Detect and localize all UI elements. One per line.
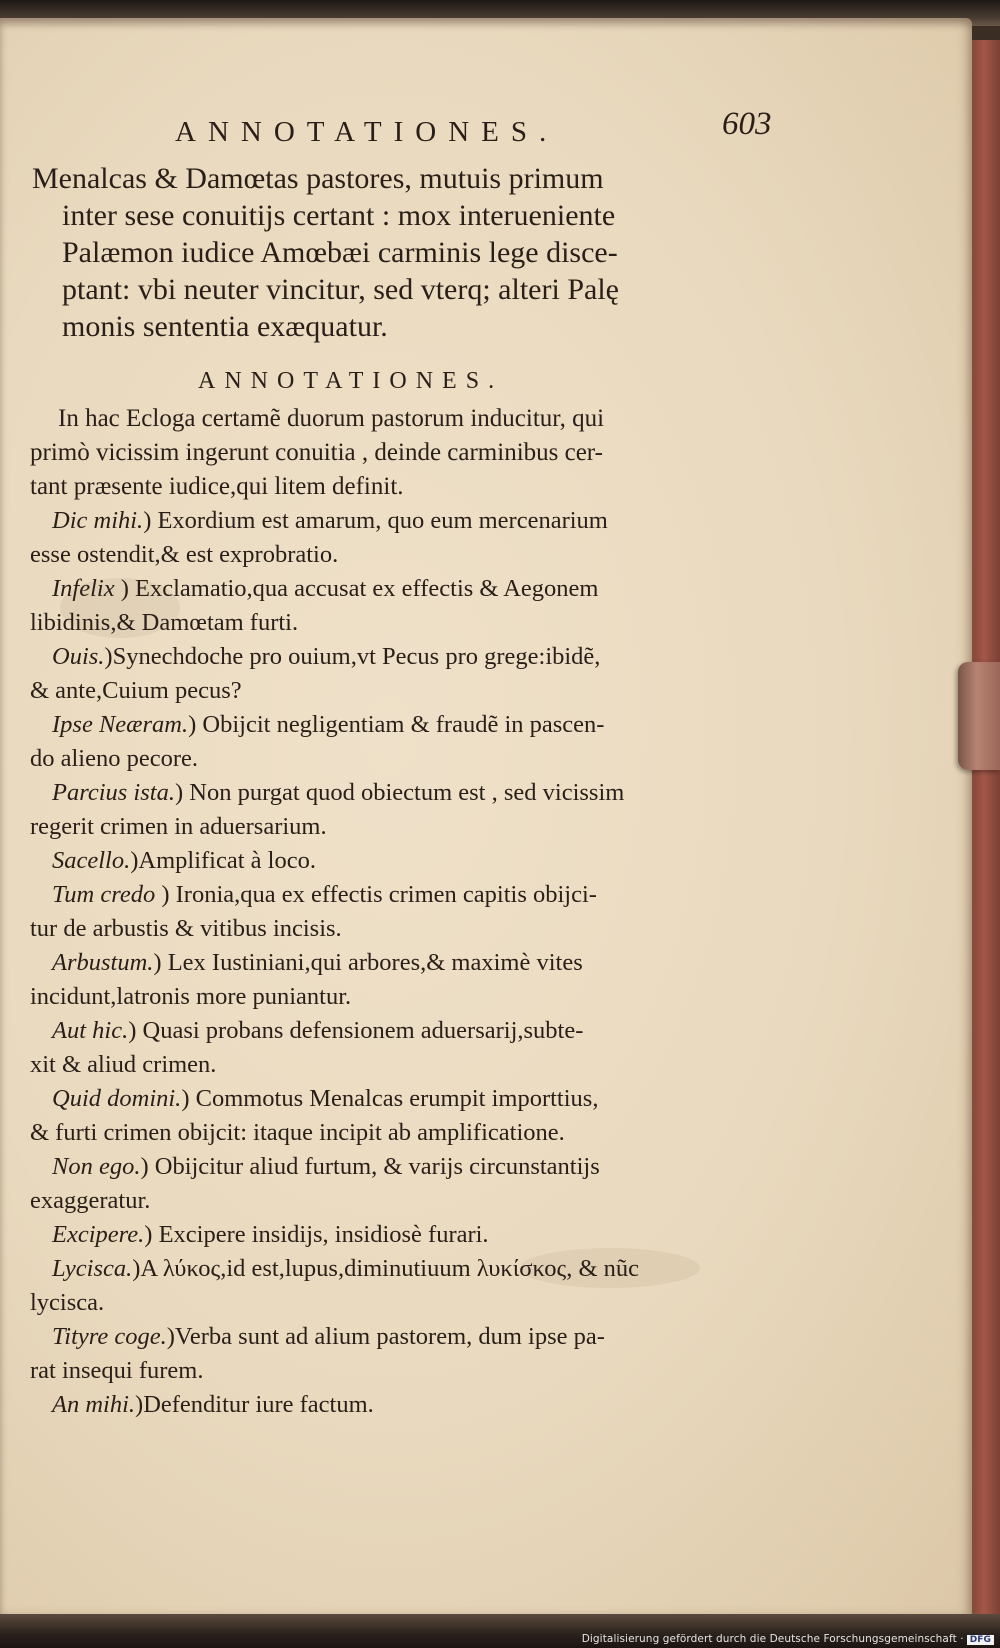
annotation-continuation-line: & furti crimen obijcit: itaque incipit ab amplificatione. <box>30 1119 565 1146</box>
annotation-item <box>30 572 780 640</box>
annotation-item <box>30 1320 780 1388</box>
annotation-first-line <box>30 708 780 742</box>
annotation-lemma: Infelix <box>52 575 115 602</box>
annotation-continuation-line: xit & aliud crimen. <box>30 1051 217 1078</box>
annotation-lemma: Excipere. <box>52 1221 145 1248</box>
annotation-continuation-line: incidunt,latronis more puniantur. <box>30 983 352 1010</box>
annotation-text: ) Lex Iustiniani,qui arbores,& maximè vites <box>153 949 583 976</box>
annotation-lemma: Ipse Neæram. <box>52 711 189 738</box>
annotation-text: ) Obijcitur aliud furtum, & varijs circunstantijs <box>140 1153 600 1180</box>
annotation-item <box>30 946 780 1014</box>
intro-paragraph <box>30 402 770 504</box>
annotation-first-line <box>30 572 780 606</box>
annotation-text: ) Exordium est amarum, quo eum mercenarium <box>143 507 608 534</box>
annotation-item <box>30 776 780 844</box>
annotation-item <box>30 640 780 708</box>
annotation-first-line <box>30 504 780 538</box>
argument-line: Menalcas & Damœtas pastores, mutuis primum <box>32 162 604 195</box>
annotation-item <box>30 1388 780 1422</box>
annotation-lemma: Dic mihi. <box>52 507 144 534</box>
annotation-item <box>30 708 780 776</box>
annotation-text: ) Obijcit negligentiam & fraudẽ in pascen- <box>188 711 605 738</box>
argument-line: Palæmon iudice Amœbæi carminis lege disce- <box>62 236 618 269</box>
annotation-text: )A λύκος,id est,lupus,diminutiuum λυκίσκος, & nũc <box>132 1255 640 1282</box>
annotation-text: ) Exclamatio,qua accusat ex effectis & Aegonem <box>114 575 599 602</box>
annotation-first-line <box>30 640 780 674</box>
running-title: ANNOTATIONES. <box>175 116 559 148</box>
credit-text: Digitalisierung gefördert durch die Deutsche Forschungsgemeinschaft · <box>581 1633 964 1645</box>
annotation-item <box>30 1218 780 1252</box>
annotation-lemma: Aut hic. <box>52 1017 129 1044</box>
annotation-first-line <box>30 1218 780 1252</box>
annotation-first-line <box>30 776 780 810</box>
book-clasp <box>958 662 1000 770</box>
annotation-item <box>30 844 780 878</box>
dfg-logo: DFG <box>967 1635 994 1645</box>
argument-line: monis sententia exæquatur. <box>62 310 388 343</box>
intro-line: primò vicissim ingerunt conuitia , deinde carminibus cer- <box>30 439 603 466</box>
annotation-continuation-line: do alieno pecore. <box>30 745 199 772</box>
intro-line: tant præsente iudice,qui litem definit. <box>30 473 404 500</box>
annotation-continuation-line: rat insequi furem. <box>30 1357 204 1384</box>
annotation-first-line <box>30 1252 780 1286</box>
annotation-lemma: Ouis. <box>52 643 105 670</box>
annotation-continuation-line: & ante,Cuium pecus? <box>30 677 242 704</box>
annotation-lemma: Arbustum. <box>52 949 154 976</box>
annotation-text: ) Non purgat quod obiectum est , sed vicissim <box>174 779 625 806</box>
annotation-first-line <box>30 1150 780 1184</box>
annotation-lemma: Tum credo <box>52 881 156 908</box>
annotation-continuation-line: regerit crimen in aduersarium. <box>30 813 327 840</box>
annotation-first-line <box>30 1388 780 1422</box>
annotation-lemma: Sacello. <box>52 847 131 874</box>
annotation-item <box>30 878 780 946</box>
digitization-credit <box>582 1633 994 1645</box>
annotation-continuation-line: tur de arbustis & vitibus incisis. <box>30 915 342 942</box>
annotation-continuation-line: lycisca. <box>30 1289 105 1316</box>
annotation-continuation-line: libidinis,& Damœtam furti. <box>30 609 299 636</box>
annotation-lemma: Parcius ista. <box>52 779 175 806</box>
annotation-text: ) Excipere insidijs, insidiosè furari. <box>144 1221 489 1248</box>
annotation-item <box>30 1014 780 1082</box>
annotation-text: )Defenditur iure factum. <box>135 1391 374 1418</box>
annotation-text: ) Ironia,qua ex effectis crimen capitis obijci- <box>155 881 597 908</box>
section-heading: ANNOTATIONES. <box>198 368 504 394</box>
intro-line: In hac Ecloga certamẽ duorum pastorum inducitur, qui <box>58 405 605 432</box>
annotation-item <box>30 504 780 572</box>
annotation-first-line <box>30 878 780 912</box>
annotation-item <box>30 1150 780 1218</box>
annotation-first-line <box>30 946 780 980</box>
annotation-item <box>30 1252 780 1320</box>
annotation-first-line <box>30 1082 780 1116</box>
annotation-continuation-line: esse ostendit,& est exprobratio. <box>30 541 339 568</box>
argument-line: ptant: vbi neuter vincitur, sed vterq; alteri Palę <box>62 273 619 306</box>
annotation-text: )Amplificat à loco. <box>130 847 316 874</box>
annotation-first-line <box>30 1320 780 1354</box>
argument-line: inter sese conuitijs certant : mox interueniente <box>62 199 616 232</box>
annotation-list <box>30 504 780 1422</box>
page-number: 603 <box>722 106 772 142</box>
annotation-text: )Synechdoche pro ouium,vt Pecus pro grege:ibidẽ, <box>104 643 601 670</box>
annotation-lemma: Quid domini. <box>52 1085 182 1112</box>
annotation-lemma: An mihi. <box>52 1391 136 1418</box>
annotation-lemma: Lycisca. <box>52 1255 133 1282</box>
argument-paragraph <box>32 160 732 345</box>
annotation-continuation-line: exaggeratur. <box>30 1187 151 1214</box>
annotation-first-line <box>30 1014 780 1048</box>
annotation-lemma: Tityre coge. <box>52 1323 167 1350</box>
annotation-item <box>30 1082 780 1150</box>
annotation-text: )Verba sunt ad alium pastorem, dum ipse pa- <box>166 1323 605 1350</box>
book-bottom-edge <box>0 1614 1000 1648</box>
annotation-lemma: Non ego. <box>52 1153 141 1180</box>
annotation-first-line <box>30 844 780 878</box>
book-fore-edge <box>968 40 1000 1620</box>
annotation-text: ) Quasi probans defensionem aduersarij,subte- <box>128 1017 584 1044</box>
annotation-text: ) Commotus Menalcas erumpit importtius, <box>181 1085 599 1112</box>
